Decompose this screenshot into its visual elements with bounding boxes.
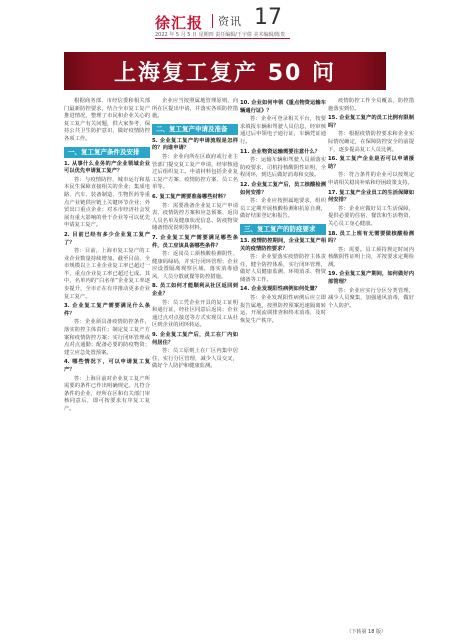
answer: 答：员工凭企业开具的复工证明和通行证，经社区同意后返岗；企业通过点对点接送等方式实现员工从社区到企业的闭环转运。 <box>152 299 238 329</box>
answer: 答：企业应实行分区分类管理，减少人员聚集，加强通风消毒，做好个人防护。 <box>328 287 414 309</box>
question: 8. 员工如何才能顺利从社区返回到企业？ <box>152 283 238 298</box>
newspaper-brand: 徐汇报 <box>155 14 204 32</box>
answer: 答：需要准备企业复工复产申请表、疫情防控方案和应急预案、返岗人员名单及健康状况信息、防疫物资储备情况说明等材料。 <box>152 202 238 232</box>
article-column-2 <box>152 98 238 372</box>
intro-paragraph: 根据商务部、市经信委和相关部门最新防控要求，结合全市复工复产推进情况，整理了市民和企业关心的复工复产有关问题，供大家参考，保持公共卫生防护意识，做好疫情防控各项工作。 <box>64 98 150 142</box>
answer: 答：企业发现阳性病例后应立即报告属地，按照防控预案迅速隔离转运，开展流调排查和终末消毒，及时恢复生产秩序。 <box>240 295 326 324</box>
answer: 答：员工原则上在厂区内集中居住，实行分区管理，减少人员交叉，做好个人防护和健康监测。 <box>152 348 238 370</box>
question: 16. 复工复产企业是否可以申请援助？ <box>328 156 414 170</box>
question: 13. 疫情防控期间，企业复工复产相关的疫情防控要求？ <box>240 237 326 252</box>
answer: 答：企业可登录相关平台，按要求填报车辆和驾驶人员信息，经审核通过后申领电子通行证，车辆凭证通行。 <box>240 116 326 145</box>
question: 2. 目前已经有多少企业复工复产了？ <box>64 231 150 246</box>
question: 7. 企业复工复产需要满足哪些条件，员工应该具备哪些条件？ <box>152 234 238 249</box>
section-heading: 二、复工复产申请及准备 <box>152 124 238 135</box>
page-number: 17 <box>254 5 282 30</box>
answer: 答：需要。员工须持规定时间内核酸阴性证明上岗，并按要求定期检测。 <box>328 246 414 268</box>
article-column-1 <box>64 98 150 415</box>
answer: 答：企业要落实疫情防控主体责任，健全防控体系，实行闭环管理，做好人员健康监测、环境消杀、物资储备等工作。 <box>240 254 326 283</box>
answer: 答：企业应做好员工生活保障，提供必要的住宿、餐饮和生活物资，关心员工身心健康。 <box>328 205 414 227</box>
question: 11. 企业物资运输需要注意什么？ <box>240 148 321 155</box>
question: 17. 复工复产企业员工的生活保障如何安排？ <box>328 189 414 204</box>
question: 4. 哪些情况下，可以申请复工复产？ <box>64 359 150 373</box>
question: 6. 复工复产需要准备哪些材料？ <box>152 193 229 200</box>
answer: 答：与疫情防控、城市运行和基本民生保障直接相关的企业；集成电路、汽车、装备制造、生物医药等重点产业链供应链上关键环节企业；外贸出口重点企业；对本市经济社会发展有重大影响的骨干企业等可以优先申请复工复产。 <box>64 176 150 229</box>
title-banner <box>64 52 386 90</box>
dateline: 2022 年 5 月 5 日 星期四 责任编辑/王宇倩 美术编辑/陈贵 <box>155 32 286 38</box>
masthead-separator <box>212 14 213 28</box>
page-title: 上海复工复产 50 问 <box>114 61 336 86</box>
article-column-4 <box>328 98 414 311</box>
question: 14. 企业发现阳性病例如何处置？ <box>240 286 321 293</box>
section-label: 资讯 <box>218 15 242 28</box>
question: 18. 员工上班有无需要做核酸检测吗？ <box>328 230 414 245</box>
answer: 答：运输车辆和驾驶人员须落实防疫要求，司机持核酸阴性证明，全程闭环，到达后做好消毒和交接。 <box>240 157 326 179</box>
section-heading: 一、复工复产条件及安排 <box>64 147 150 158</box>
answer: 答：符合条件的企业可以按规定申请相关稳岗补贴和纾困政策支持。 <box>328 172 414 186</box>
answer: 答：企业向所在区政府或行业主管部门提交复工复产申请，经审核通过后组织复工。申请材料包括企业复工复产方案、疫情防控方案、员工名单等。 <box>152 153 238 191</box>
answer: 答：企业应按照属地要求，组织员工定期开展核酸检测和抗原自测，做好结果登记和报告。 <box>240 198 326 220</box>
answer: 答：企业须具备疫情防控条件，落实防控主体责任；制定复工复产方案和疫情防控方案；实行闭环管理或点对点通勤；配备必要的防疫物资；建立应急处置预案。 <box>64 319 150 356</box>
question: 9. 企业复工复产后，员工在厂内如何居住？ <box>152 332 238 346</box>
answer: 答：目前，上海市复工复产的工业企业数量持续增加。截至目前，全市规模以上工业企业复工率已超过一半，重点企业复工率已超过七成。其中，名单内的“白名单”企业复工率逐步提升，全市正在有序推动更多企业复工复产。 <box>64 248 150 300</box>
question: 3. 企业复工复产需要满足什么条件？ <box>64 303 150 317</box>
question: 19. 企业复工复产期间，如何做好内部管理？ <box>328 271 414 286</box>
question: 5. 企业复工复产的申请流程是怎样的？向谁申请？ <box>152 137 238 152</box>
question: 12. 企业复工复产后，员工核酸检测如何安排？ <box>240 181 326 196</box>
answer: 答：根据疫情防控要求和企业实际情况确定，在保障防控安全的前提下，逐步提高复工人员比例。 <box>328 131 414 153</box>
masthead <box>0 0 450 40</box>
answer: 答：上海目前对企业复工复产所需要的条件已作出明确规定。凡符合条件的企业，经所在区和有关部门审核同意后，即可按要求有序复工复产。 <box>64 375 150 412</box>
section-heading: 三、复工复产的防疫要求 <box>240 224 326 235</box>
masthead-rule <box>155 38 290 39</box>
answer: 答：返岗员工须核酸检测阴性、健康码绿码，并实行闭环管理；企业应设置隔离观察区域，落实消毒通风、人员分散就餐等防控措施。 <box>152 251 238 280</box>
intro-paragraph: 企业应当按照属地管理原则，向所在区提出申请，并落实各项防控措施。 <box>152 98 238 120</box>
intro-paragraph: 疫情防控工作全员覆盖，防控措施落实到位。 <box>328 98 414 112</box>
article-column-3 <box>240 98 326 326</box>
question: 15. 企业复工复产的员工比例有限制吗？ <box>328 115 414 129</box>
question: 1. 从事什么业务的产企业领域企业可以优先申请复工复产？ <box>64 160 150 175</box>
continued-note: （下转第 18 版） <box>346 629 386 635</box>
question: 10. 企业如何申领《重点物资运输车辆通行证》？ <box>240 100 326 114</box>
